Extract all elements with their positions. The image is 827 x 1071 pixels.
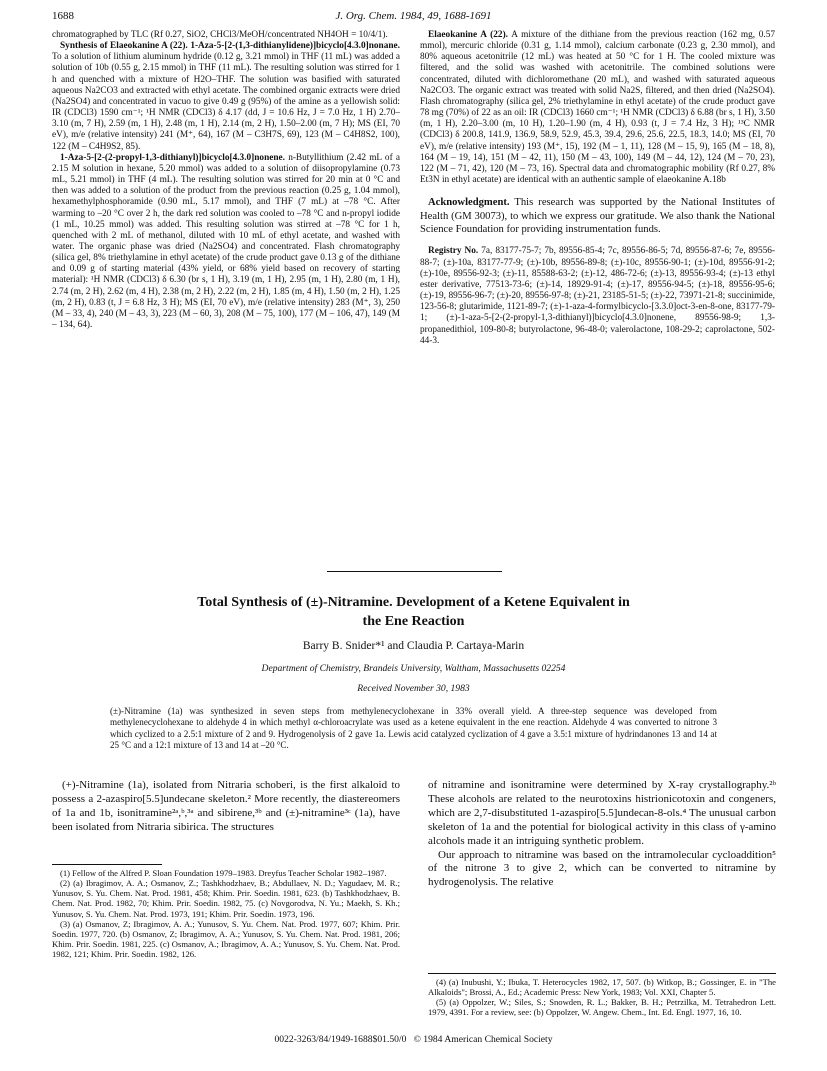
paragraph-text: To a solution of lithium aluminum hydride (0.12 g, 3.21 mmol) in THF (11 mL) was added a solution of 10b (0.55 g, 2.15 mmol) in THF (11 mL). The resulting solution was stirred for 1 h and quenched with a mixture of H2O–THF. The solution was basified with saturated aqueous Na2CO3 and extracted with ethyl acetate. The combined organic extracts were dried (Na2SO4) and concentrated in vacuo to give 0.49 g (95%) of the amine as a yellowish solid: IR (CDCl3) 1590 cm⁻¹; ¹H NMR (CDCl3) δ 4.17 (dd, J = 10.6 Hz, J = 7.0 Hz, 1 H) 2.70–3.10 (m, 7 H), 2.59 (m, 1 H), 2.48 (m, 1 H), 2.14 (m, 2 H), 1.50–2.00 (m, 7 H); MS (EI, 70 eV), m/e (relative intensity) 241 (M⁺, 64), 167 (M – C3H7S, 69), 123 (M – C4H8S2, 100), 122 (M – C4H9S2, 85). bbox=[52, 52, 400, 152]
journal-name: J. Org. Chem. bbox=[335, 10, 398, 22]
body-right-column bbox=[428, 779, 776, 890]
footnotes-right bbox=[428, 977, 776, 1018]
paragraph-text: A mixture of the dithiane from the previous reaction (162 mg, 0.57 mmol), mercuric chloride (0.31 g, 1.14 mmol), calcium carbonate (0.23 g, 2.30 mmol), and 80% aqueous acetonitrile (12 mL) was heated at 50 °C for 1 H. The cooled mixture was filtered, and the solid was washed with acetonitrile. The combined solutions were concentrated, diluted with dichloromethane (20 mL), and washed with saturated aqueous Na2CO3. The organic extract was treated with solid Na2S, filtered, and then dried (Na2SO4). Flash chromatography (silica gel, 2% triethylamine in ethyl acetate) of the crude product gave 78 mg (70%) of 22 as an oil: IR (CDCl3) 1660 cm⁻¹; ¹H NMR (CDCl3) δ 6.88 (br s, 1 H), 3.50 (m, 1 H), 2.20–3.00 (m, 10 H), 1.20–1.90 (m, 4 H), 0.93 (t, J = 7.4 Hz, 3 H); ¹³C NMR (CDCl3) δ 200.8, 141.9, 136.9, 58.9, 52.9, 45.3, 39.4, 29.6, 25.6, 22.5, 18.3, 14.0; MS (EI, 70 eV), m/e (relative intensity) 193 (M⁺, 15), 192 (M – 1, 11), 128 (M – 15, 9), 165 (M – 18, 8), 164 (M – 19, 14), 151 (M – 42, 11), 150 (M – 43, 100), 149 (M – 44, 12), 124 (M – 70, 23), 122 (M – 71, 42), 120 (M – 73, 16). Spectral data and chromatographic mobility (Rf 0.27, 8% Et3N in ethyl acetate) are identical with an authentic sample of elaeokanine A.18b bbox=[420, 30, 776, 186]
footnote: (3) (a) Osmanov, Z; Ibragimov, A. A.; Yunusov, S. Yu. Chem. Nat. Prod. 1977, 607; Khim. Prir. Soedin. 1977, 720. (b) Osmanov, Z; Ibragimov, A. A.; Yunusov, S. Yu. Chem. Nat. Prod. 1981, 206; Khim. Prir. Soedin. 1981, 225. (c) Osmanov, A.; Ibragimov, A. A.; Yunusov, S. Yu. Chem. Nat. Prod. 1982, 121; Khim. Prir. Soedin. 1982, 126. bbox=[52, 918, 400, 960]
experimental-left-column bbox=[52, 30, 400, 331]
page-footer bbox=[52, 1034, 775, 1045]
body-paragraph: Our approach to nitramine was based on the intramolecular cycloaddition⁵ of the nitrone 3 to give 2, which can be converted to nitramine by hydrogenolysis. The relative bbox=[428, 848, 776, 889]
footnote: (4) (a) Inubushi, Y.; Ibuka, T. Heterocycles 1982, 17, 507. (b) Witkop, B.; Gossinger, E. in "The Alkaloids"; Brossi, A., Ed.; Academic Press: New York, 1983; Vol. XXI, Chapter 5. bbox=[428, 977, 776, 998]
received-date: Received November 30, 1983 bbox=[357, 683, 470, 694]
experimental-paragraph bbox=[52, 153, 400, 332]
footnote: (1) Fellow of the Alfred P. Sloan Foundation 1979–1983. Dreyfus Teacher Scholar 1982–1987. bbox=[60, 868, 387, 878]
experimental-paragraph: chromatographed by TLC (Rf 0.27, SiO2, CHCl3/MeOH/concentrated NH4OH = 10/4/1). bbox=[52, 30, 388, 40]
journal-citation bbox=[52, 10, 775, 22]
compound-heading: 1-Aza-5-[2-(1,3-dithianylidene)]bicyclo[4.3.0]nonane. bbox=[190, 41, 400, 52]
experimental-right-column bbox=[420, 30, 775, 347]
body-paragraph: (+)-Nitramine (1a), isolated from Nitraria schoberi, is the first alkaloid to possess a 2-azaspiro[5.5]undecane skeleton.² More recently, the diastereomers of 1a and 1b, isonitramine²ᵃ,ᵇ,³ᵃ and sibirene,³ᵇ and (±)-nitramine³ᶜ (1a), have been isolated from Nitraria sibirica. The structures bbox=[52, 779, 400, 833]
experimental-paragraph bbox=[52, 41, 400, 153]
section-heading: Synthesis of Elaeokanine A (22). bbox=[60, 41, 188, 52]
article-authors: Barry B. Snider*¹ and Claudia P. Cartaya-Marin bbox=[302, 640, 525, 652]
section-divider bbox=[327, 571, 502, 572]
copyright: © 1984 American Chemical Society bbox=[413, 1034, 553, 1045]
registry-heading: Registry No. bbox=[428, 246, 479, 257]
body-paragraph: of nitramine and isonitramine were determined by X-ray crystallography.²ᵇ These alcohols are related to the neurotoxins histrionicotoxin and congeners, which are 2,7-disubstituted 1-azaspiro[5.5]undecan-8-ols.⁴ The unusual carbon skeleton of 1a and the potential for biological activity in this class of γ-amino alcohols made it an intriguing synthetic problem. bbox=[428, 779, 776, 847]
acknowledgment-heading: Acknowledgment. bbox=[428, 197, 510, 209]
registry-text: 7a, 83177-75-7; 7b, 89556-85-4; 7c, 89556-86-5; 7d, 89556-87-6; 7e, 89556-88-7; (±)-10a, 83177-77-9; (±)-10b, 89556-89-8; (±)-10c, 89556-90-1; (±)-10d, 89556-91-2; (±)-10e, 89556-92-3; (±)-11, 85588-63-2; (±)-12, 486-72-6; (±)-13, 89556-93-4; (±)-13 ethyl ester derivative, 77513-73-6; (±)-14, 18929-91-4; (±)-17, 89556-94-5; (±)-18, 89556-95-6; (±)-19, 89556-96-7; (±)-20, 89556-97-8; (±)-21, 23185-51-5; (±)-22, 73971-21-8; succinimide, 123-56-8; glutarimide, 1121-89-7; (±)-1-aza-4-formylbicyclo-[3.3.0]oct-3-en-8-one, 83177-79-1; (±)-1-aza-5-[2-(2-propyl-1,3-dithianyl)]bicyclo[4.3.0]nonene, 89556-98-9; 1,3-propanedithiol, 109-80-8; butyrolactone, 96-48-0; valerolactone, 108-29-2; caprolactone, 502-44-3. bbox=[420, 246, 775, 346]
footnote: (5) (a) Oppolzer, W.; Siles, S.; Snowden, R. L.; Bakker, B. H.; Petrzilka, M. Tetrahedron Lett. 1979, 4391. For a review, see: (b) Oppolzer, W. Angew. Chem., Int. Ed. Engl. 1977, 16, 10. bbox=[428, 997, 776, 1018]
registry-numbers bbox=[420, 246, 775, 346]
article-title bbox=[52, 593, 775, 631]
page-number: 1688 bbox=[52, 10, 74, 22]
compound-heading: 1-Aza-5-[2-(2-propyl-1,3-dithianyl)]bicyclo[4.3.0]nonene. bbox=[60, 152, 285, 163]
author-affiliation: Department of Chemistry, Brandeis University, Waltham, Massachusetts 02254 bbox=[261, 663, 566, 674]
footnote-divider bbox=[428, 973, 776, 974]
article-title-line: Total Synthesis of (±)-Nitramine. Development of a Ketene Equivalent in bbox=[197, 595, 630, 610]
footnotes-left bbox=[52, 868, 400, 959]
acknowledgment bbox=[420, 196, 775, 236]
article-title-line: the Ene Reaction bbox=[362, 614, 465, 629]
section-heading: Elaeokanine A (22). bbox=[428, 30, 508, 40]
footnote-divider bbox=[52, 864, 162, 865]
body-left-column bbox=[52, 779, 400, 835]
page-header bbox=[52, 10, 775, 26]
abstract: (±)-Nitramine (1a) was synthesized in seven steps from methylenecyclohexane in 33% overall yield. A three-step sequence was developed from methylenecyclohexane to aldehyde 4 in which methyl α-chloroacrylate was used as a ketene equivalent in the ene reaction. Aldehyde 4 was converted to nitrone 3 which cyclized to a 2.5:1 mixture of 2 and 9. Hydrogenolysis of 2 gave 1a. Lewis acid catalyzed cyclization of 4 gave a 3.5:1 mixture of hydrindanones 13 and 14 at 25 °C and a 12:1 mixture of 13 and 14 at –20 °C. bbox=[110, 706, 717, 751]
journal-year-volume: 1984, 49, 1688-1691 bbox=[399, 10, 492, 22]
experimental-paragraph bbox=[420, 30, 775, 186]
acknowledgment-text: This research was supported by the National Institutes of Health (GM 30073), to which we express our gratitude. We also thank the National Science Foundation for providing instrumentation funds. bbox=[420, 197, 775, 235]
article-code: 0022-3263/84/1949-1688$01.50/0 bbox=[274, 1034, 407, 1045]
paragraph-text: n-Butyllithium (2.42 mL of a 2.15 M solution in hexane, 5.20 mmol) was added to a solution of diisopropylamine (0.73 mL, 5.21 mmol) in THF (4 mL). The resulting solution was stirred for 20 min at 0 °C and then was added to a solution of the product from the previous reaction (0.25 g, 1.04 mmol), hexamethylphosphoramide (0.90 mL, 5.17 mmol), and THF (7 mL) at –78 °C. After warming to –20 °C over 2 h, the dark red solution was cooled to –78 °C and n-propyl iodide (1 mL, 10.25 mmol) was added. This resulting solution was stirred at –78 °C for 1 h, quenched with 2 mL of methanol, diluted with 10 mL of ethyl acetate, and washed with water. The organic phase was dried (Na2SO4) and concentrated. Flash chromatography (silica gel, 8% triethylamine in ethyl acetate) of the crude product gave 0.13 g of the dithiane and 0.09 g of starting material (43% yield, or 68% yield based on recovery of starting material): ¹H NMR (CDCl3) δ 6.30 (br s, 1 H), 3.19 (m, 1 H), 2.95 (m, 1 H), 2.80 (m, 1 H), 2.74 (m, 2 H), 2.62 (m, 4 H), 2.38 (m, 2 H), 2.22 (m, 2 H), 1.85 (m, 4 H), 1.50 (m, 2 H), 1.25 (m, 2 H), 0.83 (t, J = 6.8 Hz, 3 H); MS (EI, 70 eV), m/e (relative intensity) 283 (M⁺, 3), 250 (M – 33, 4), 240 (M – 43, 3), 223 (M – 60, 3), 208 (M – 75, 100), 177 (M – 106, 47), 149 (M – 134, 64). bbox=[52, 152, 400, 331]
footnote: (2) (a) Ibragimov, A. A.; Osmanov, Z.; Tashkhodzhaev, B.; Abdullaev, N. D.; Yagudaev, M. R.; Yunusov, S. Yu. Chem. Nat. Prod. 1981, 458; Khim. Prir. Soedin. 1981, 623. (b) Tashkhodzhaev, B. Chem. Nat. Prod. 1982, 70; Khim. Prir. Soedin. 1982, 75. (c) Novgorodva, N. Yu.; Maekh, S. Kh.; Yunusov, S. Yu. Chem. Nat. Prod. 1973, 191; Khim. Prir. Soedin. 1973, 196. bbox=[52, 878, 400, 919]
